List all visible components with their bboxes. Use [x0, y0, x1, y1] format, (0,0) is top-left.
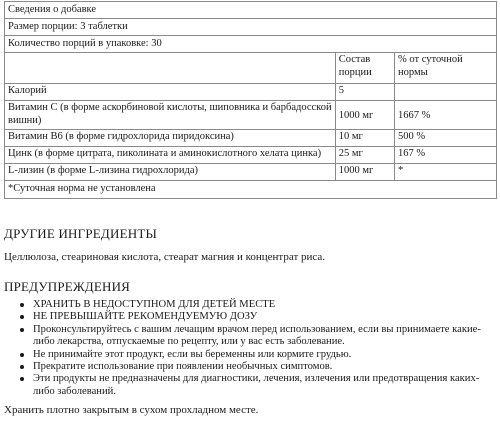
warnings-heading: ПРЕДУПРЕЖДЕНИЯ [4, 279, 131, 294]
nutrient-dv [395, 84, 497, 101]
list-item: Эти продукты не предназначены для диагностики, лечения, излечения или предотвращения каких-либо заболеваний. [33, 373, 494, 398]
header-amount: Состав порции [335, 53, 394, 84]
supplement-facts-table [4, 1, 497, 199]
nutrient-amount: 25 мг [335, 147, 394, 164]
list-item: Не принимайте этот продукт, если вы беременны или кормите грудью. [33, 349, 494, 361]
table-row [5, 130, 497, 147]
header-blank-cell [5, 53, 336, 84]
table-title: Сведения о добавке [5, 2, 497, 19]
servings-per-container: Количество порций в упаковке: 30 [5, 36, 497, 53]
list-item: Прекратите использование при появлении необычных симптомов. [33, 361, 494, 373]
list-item: НЕ ПРЕВЫШАЙТЕ РЕКОМЕНДУЕМУЮ ДОЗУ [33, 311, 494, 323]
warnings-list [4, 299, 494, 398]
nutrient-dv: * [395, 164, 497, 181]
table-footnote: *Суточная норма не установлена [5, 181, 497, 199]
other-ingredients-text: Целлюлоза, стеариновая кислота, стеарат магния и концентрат риса. [4, 251, 326, 263]
nutrient-amount: 10 мг [335, 130, 394, 147]
table-row [5, 84, 497, 101]
list-item: ХРАНИТЬ В НЕДОСТУПНОМ ДЛЯ ДЕТЕЙ МЕСТЕ [33, 299, 494, 311]
nutrient-name: Калорий [5, 84, 336, 101]
nutrient-amount: 1000 мг [335, 164, 394, 181]
serving-size: Размер порции: 3 таблетки [5, 19, 497, 36]
nutrient-dv: 167 % [395, 147, 497, 164]
header-daily-value: % от суточной нормы [395, 53, 497, 84]
nutrient-dv: 500 % [395, 130, 497, 147]
table-row [5, 164, 497, 181]
nutrient-dv: 1667 % [395, 101, 497, 130]
nutrient-amount: 5 [335, 84, 394, 101]
nutrient-name: Цинк (в форме цитрата, пиколината и аминокислотного хелата цинка) [5, 147, 336, 164]
other-ingredients-heading: ДРУГИЕ ИНГРЕДИЕНТЫ [4, 226, 157, 241]
nutrient-amount: 1000 мг [335, 101, 394, 130]
nutrient-name: Витамин B6 (в форме гидрохлорида пиридоксина) [5, 130, 336, 147]
list-item: Проконсультируйтесь с вашим лечащим врачом перед использованием, если вы принимаете какие-либо лекарства, отпускаемые по рецепту, или у вас есть заболевание. [33, 324, 494, 349]
table-row [5, 147, 497, 164]
nutrient-name: Витамин C (в форме аскорбиновой кислоты, шиповника и барбадосской вишни) [5, 101, 336, 130]
table-row [5, 101, 497, 130]
storage-text: Хранить плотно закрытым в сухом прохладном месте. [4, 404, 259, 416]
nutrient-name: L-лизин (в форме L-лизина гидрохлорида) [5, 164, 336, 181]
